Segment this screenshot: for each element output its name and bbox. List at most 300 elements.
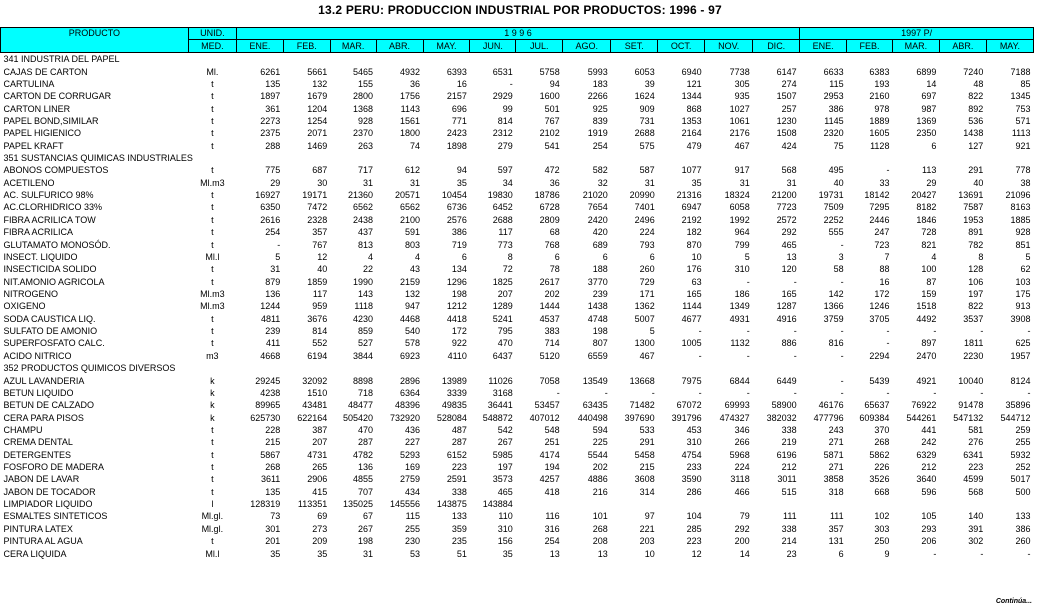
value-cell: 338	[781, 424, 797, 435]
value-cell: 2423	[446, 128, 467, 139]
value-cell: 3676	[307, 313, 328, 324]
value-cell: -	[933, 548, 937, 559]
value-cell: 2100	[399, 214, 420, 225]
value-cell: 773	[497, 239, 513, 250]
value-cell: 19171	[302, 190, 328, 201]
value-cell: 193	[874, 78, 890, 89]
value-cell: 74	[409, 140, 420, 151]
value-cell: 176	[686, 264, 702, 275]
table-row	[1, 238, 1034, 250]
value-cell: 142	[828, 289, 844, 299]
value-cell: 94	[549, 78, 560, 89]
value-cell: 1992	[729, 214, 750, 225]
value-cell: 5661	[307, 66, 328, 77]
header-month: MAY.	[423, 40, 470, 53]
value-cell: 859	[358, 326, 374, 337]
value-cell: 110	[498, 511, 513, 522]
header-month: ABR.	[376, 40, 423, 53]
value-cell: 209	[312, 536, 328, 547]
section-label: 351 SUSTANCIAS QUIMICAS INDUSTRIALES	[3, 153, 193, 164]
value-cell: 29245	[255, 375, 281, 386]
value-cell: 197	[968, 289, 984, 299]
value-cell: 63435	[582, 400, 608, 411]
value-cell: 49835	[441, 400, 467, 411]
value-cell: 31	[270, 264, 281, 275]
table-row	[1, 523, 1034, 535]
value-cell: 1957	[1010, 350, 1031, 361]
value-cell: 8163	[1010, 202, 1031, 213]
value-cell: 43481	[302, 400, 328, 411]
table-row	[1, 90, 1034, 102]
unit-cell: Ml.m3	[200, 301, 225, 312]
value-cell: 2616	[260, 214, 281, 225]
unit-cell: t	[211, 214, 214, 225]
table-row	[1, 449, 1034, 461]
table-row	[1, 65, 1034, 77]
value-cell: 1897	[260, 91, 281, 102]
value-cell: -	[840, 276, 844, 287]
value-cell: 21096	[1005, 190, 1031, 201]
value-cell: 544261	[906, 412, 937, 423]
value-cell: 1561	[399, 115, 420, 126]
value-cell: 587	[639, 165, 655, 176]
value-cell: 922	[451, 338, 467, 349]
value-cell: 5871	[823, 449, 844, 460]
value-cell: 541	[544, 140, 560, 151]
value-cell: 68	[549, 227, 560, 238]
value-cell: -	[980, 548, 984, 559]
value-cell: 839	[592, 115, 608, 126]
value-cell: 386	[451, 227, 467, 238]
value-cell: 1005	[681, 338, 702, 349]
header-month: OCT.	[658, 40, 705, 53]
value-cell: 386	[828, 103, 844, 114]
value-cell: 436	[404, 424, 420, 435]
value-cell: 268	[874, 437, 890, 448]
value-cell: 596	[921, 486, 937, 497]
value-cell: 707	[358, 486, 374, 497]
value-cell: 4811	[260, 313, 281, 324]
value-cell: 113351	[297, 499, 328, 510]
unit-cell: Ml.m3	[200, 177, 225, 188]
value-cell: 696	[451, 103, 467, 114]
value-cell: 43	[409, 264, 420, 275]
value-cell: 2496	[634, 214, 655, 225]
value-cell: 2420	[587, 214, 608, 225]
value-cell: 33	[879, 177, 890, 188]
product-name: INSECTICIDA SOLIDO	[3, 264, 97, 275]
value-cell: 500	[1015, 486, 1031, 497]
table-row	[1, 473, 1034, 485]
value-cell: 198	[358, 536, 374, 547]
value-cell: 10	[691, 251, 702, 262]
value-cell: 215	[265, 437, 281, 448]
value-cell: 113	[922, 165, 937, 176]
unit-cell: t	[211, 91, 214, 102]
value-cell: 547132	[953, 412, 984, 423]
value-cell: -	[509, 78, 513, 89]
value-cell: 1800	[399, 128, 420, 139]
value-cell: 4677	[681, 313, 702, 324]
value-cell: 135025	[343, 499, 374, 510]
value-cell: 987	[921, 103, 937, 114]
value-cell: 2375	[260, 128, 281, 139]
value-cell: 133	[1015, 511, 1031, 522]
value-cell: 909	[639, 103, 655, 114]
value-cell: 221	[639, 523, 655, 534]
value-cell: 34	[502, 177, 513, 188]
value-cell: 591	[404, 227, 420, 238]
unit-cell: t	[211, 227, 214, 238]
value-cell: 1438	[587, 301, 608, 312]
value-cell	[800, 498, 847, 510]
value-cell: 732920	[389, 412, 420, 423]
value-cell: 821	[921, 239, 937, 250]
value-cell: 257	[781, 103, 797, 114]
value-cell: 35	[317, 548, 328, 559]
value-cell: 132	[404, 289, 420, 299]
value-cell: 23	[786, 548, 797, 559]
value-cell: 136	[265, 289, 281, 299]
value-cell: -	[698, 387, 702, 398]
value-cell: 1144	[682, 301, 702, 312]
product-name: INSECT. LIQUIDO	[3, 251, 78, 262]
value-cell: 128319	[250, 499, 281, 510]
value-cell: 3526	[869, 474, 890, 485]
table-row	[1, 461, 1034, 473]
value-cell: 1230	[776, 115, 797, 126]
value-cell: 271	[828, 437, 844, 448]
value-cell: 1469	[307, 140, 328, 151]
value-cell: 816	[828, 338, 844, 349]
header-month: ABR.	[939, 40, 986, 53]
value-cell: 913	[1015, 301, 1031, 312]
table-row	[1, 387, 1034, 399]
value-cell: 233	[686, 462, 702, 473]
value-cell: 2438	[353, 214, 374, 225]
value-cell: 268	[265, 462, 281, 473]
value-cell: 288	[265, 140, 281, 151]
value-cell: 8	[978, 251, 984, 262]
value-cell: 964	[734, 227, 750, 238]
value-cell: 120	[781, 264, 797, 275]
unit-cell: t	[211, 103, 214, 114]
value-cell: 101	[592, 511, 608, 522]
value-cell: 718	[358, 387, 374, 398]
value-cell: 5241	[492, 313, 513, 324]
unit-cell: t	[211, 338, 214, 349]
value-cell: 4748	[587, 313, 608, 324]
value-cell: 48396	[394, 400, 420, 411]
value-cell: 1624	[634, 91, 655, 102]
value-cell: 62	[1020, 264, 1031, 275]
value-cell: 18324	[724, 190, 750, 201]
value-cell: 226	[874, 462, 890, 473]
value-cell: 548872	[482, 412, 513, 423]
value-cell: 212	[921, 462, 937, 473]
value-cell: 6	[931, 140, 937, 151]
value-cell: 35	[502, 548, 513, 559]
value-cell: -	[746, 387, 750, 398]
value-cell: 4	[414, 251, 420, 262]
value-cell: 10454	[441, 190, 467, 201]
value-cell: 7295	[869, 202, 890, 213]
value-cell: 921	[1015, 140, 1031, 151]
value-cell: 36441	[487, 400, 513, 411]
table-header	[1, 28, 1034, 53]
value-cell: 18786	[534, 190, 560, 201]
value-cell: 287	[358, 437, 374, 448]
table-row	[1, 115, 1034, 127]
section-label: 352 PRODUCTOS QUIMICOS DIVERSOS	[3, 363, 176, 374]
value-cell: 201	[265, 536, 281, 547]
value-cell: 10	[644, 548, 655, 559]
value-cell: 267	[358, 523, 374, 534]
value-cell: 515	[781, 486, 797, 497]
value-cell: 291	[968, 165, 984, 176]
product-name: AZUL LAVANDERIA	[3, 375, 85, 386]
value-cell: 271	[828, 462, 844, 473]
value-cell: 346	[734, 424, 750, 435]
value-cell: 552	[312, 338, 328, 349]
value-cell: 411	[265, 338, 281, 349]
value-cell: 100	[921, 264, 937, 275]
value-cell: 279	[497, 140, 513, 151]
value-cell: 7587	[963, 202, 984, 213]
value-cell: -	[698, 350, 702, 361]
value-cell: 3537	[963, 313, 984, 324]
value-cell: -	[793, 350, 797, 361]
value-cell: 868	[686, 103, 702, 114]
table-row	[1, 547, 1034, 559]
value-cell: 3705	[869, 313, 890, 324]
value-cell: 7240	[963, 66, 984, 77]
product-name: DETERGENTES	[3, 449, 72, 460]
product-name: FIBRA ACRILICA	[3, 227, 74, 238]
value-cell: 115	[829, 78, 844, 89]
value-cell: 3608	[634, 474, 655, 485]
value-cell: 145556	[389, 499, 420, 510]
value-cell: 1508	[776, 128, 797, 139]
value-cell: 2192	[681, 214, 702, 225]
value-cell: 1885	[1010, 214, 1031, 225]
value-cell: 6728	[539, 202, 560, 213]
section-row	[1, 53, 1034, 66]
value-cell: 2470	[916, 350, 937, 361]
value-cell: 3858	[823, 474, 844, 485]
value-cell: -	[793, 387, 797, 398]
section-row	[1, 362, 1034, 374]
value-cell: 338	[781, 523, 797, 534]
header-month: NOV.	[705, 40, 753, 53]
value-cell: 2809	[539, 214, 560, 225]
unit-cell: t	[211, 202, 214, 213]
product-name: FOSFORO DE MADERA	[3, 462, 105, 473]
value-cell: 891	[968, 227, 984, 238]
value-cell: 3844	[353, 350, 374, 361]
value-cell: -	[1027, 548, 1031, 559]
value-cell: 247	[874, 227, 890, 238]
value-cell: 2906	[307, 474, 328, 485]
value-cell: 548	[544, 424, 560, 435]
value-cell: 21200	[771, 190, 797, 201]
header-month: AGO.	[563, 40, 611, 53]
value-cell: 814	[312, 326, 328, 337]
value-cell: 1811	[963, 338, 984, 349]
value-cell: 91478	[958, 400, 984, 411]
value-cell: 544712	[1000, 412, 1031, 423]
header-month: JUL.	[516, 40, 563, 53]
value-cell: 2800	[353, 91, 374, 102]
value-cell	[939, 498, 986, 510]
value-cell: 67072	[676, 400, 702, 411]
value-cell: 719	[451, 239, 467, 250]
value-cell	[563, 498, 611, 510]
value-cell: 3573	[492, 474, 513, 485]
value-cell: 1353	[681, 115, 702, 126]
unit-cell: k	[210, 412, 215, 423]
value-cell: 4	[931, 251, 937, 262]
value-cell: 198	[451, 289, 467, 299]
value-cell: 467	[639, 350, 655, 361]
value-cell: 5	[1025, 251, 1031, 262]
value-cell: 103	[1015, 276, 1031, 287]
value-cell: 79	[739, 511, 750, 522]
value-cell: 121	[686, 78, 702, 89]
value-cell: 2164	[681, 128, 702, 139]
value-cell: -	[840, 326, 844, 337]
value-cell: 7738	[729, 66, 750, 77]
value-cell: 260	[639, 264, 655, 275]
value-cell: 597	[497, 165, 513, 176]
value-cell: 1438	[963, 128, 984, 139]
value-cell: 19830	[487, 190, 513, 201]
value-cell: 97	[644, 511, 655, 522]
value-cell: 31	[739, 177, 750, 188]
value-cell: 75	[833, 140, 844, 151]
value-cell: 3590	[681, 474, 702, 485]
unit-cell: t	[211, 437, 214, 448]
value-cell: 397690	[624, 412, 655, 423]
value-cell: 20427	[911, 190, 937, 201]
value-cell: -	[886, 165, 890, 176]
value-cell: 186	[734, 289, 750, 299]
unit-cell: t	[211, 190, 214, 201]
value-cell: 2159	[399, 276, 420, 287]
value-cell: 717	[358, 165, 374, 176]
value-cell: 935	[734, 91, 750, 102]
value-cell: 6736	[446, 202, 467, 213]
value-cell: 1600	[539, 91, 560, 102]
value-cell: 886	[781, 338, 797, 349]
table-row	[1, 535, 1034, 547]
value-cell: 214	[781, 536, 797, 547]
value-cell: 8124	[1010, 375, 1031, 386]
value-cell: 2572	[776, 214, 797, 225]
value-cell: 85	[1020, 78, 1031, 89]
value-cell: 2230	[963, 350, 984, 361]
value-cell: 568	[781, 165, 797, 176]
product-name: CREMA DENTAL	[3, 437, 73, 448]
value-cell: 69993	[724, 400, 750, 411]
value-cell: 172	[451, 326, 467, 337]
value-cell: 254	[265, 227, 281, 238]
value-cell: 6562	[399, 202, 420, 213]
table-row	[1, 127, 1034, 139]
value-cell: 470	[358, 424, 374, 435]
value-cell: 20990	[629, 190, 655, 201]
value-cell: 5544	[587, 449, 608, 460]
value-cell: -	[980, 326, 984, 337]
value-cell: 4537	[539, 313, 560, 324]
value-cell: 65637	[864, 400, 890, 411]
value-cell: 69	[317, 511, 328, 522]
value-cell: 803	[404, 239, 420, 250]
value-cell: 925	[592, 103, 608, 114]
unit-cell: t	[211, 264, 214, 275]
value-cell: 89965	[255, 400, 281, 411]
value-cell: 3908	[1010, 313, 1031, 324]
value-cell: 807	[592, 338, 608, 349]
product-name: OXIGENO	[3, 301, 46, 312]
value-cell: 31	[363, 548, 374, 559]
value-cell: 1077	[681, 165, 702, 176]
value-cell: 254	[592, 140, 608, 151]
value-cell: 5	[744, 251, 750, 262]
value-cell: -	[980, 387, 984, 398]
value-cell: 4230	[353, 313, 374, 324]
value-cell: 3611	[260, 474, 281, 485]
table-row	[1, 399, 1034, 411]
header-month: ENE.	[236, 40, 283, 53]
value-cell: 2350	[916, 128, 937, 139]
value-cell: 6261	[260, 66, 281, 77]
value-cell: 2266	[587, 91, 608, 102]
value-cell: 6633	[823, 66, 844, 77]
value-cell: 2294	[869, 350, 890, 361]
value-cell: 207	[497, 289, 513, 299]
value-cell: -	[840, 350, 844, 361]
unit-cell: t	[211, 78, 214, 89]
value-cell: 5007	[634, 313, 655, 324]
table-row	[1, 325, 1034, 337]
value-cell: 13	[597, 548, 608, 559]
value-cell: 40	[973, 177, 984, 188]
value-cell: 223	[968, 462, 984, 473]
value-cell: 143	[358, 289, 374, 299]
table-row	[1, 486, 1034, 498]
value-cell: 133	[451, 511, 467, 522]
section-row	[1, 152, 1034, 164]
value-cell: 39	[644, 78, 655, 89]
value-cell: 778	[1015, 165, 1031, 176]
value-cell: 273	[312, 523, 328, 534]
value-cell: 6844	[729, 375, 750, 386]
value-cell: 767	[544, 115, 560, 126]
value-cell: 782	[968, 239, 984, 250]
value-cell: 21020	[582, 190, 608, 201]
section-label: 341 INDUSTRIA DEL PAPEL	[3, 54, 120, 65]
value-cell: -	[746, 350, 750, 361]
value-cell: 73	[270, 511, 281, 522]
value-cell: 76922	[911, 400, 937, 411]
value-cell: 2320	[823, 128, 844, 139]
value-cell: 102	[874, 511, 890, 522]
value-cell: 851	[1015, 239, 1031, 250]
product-name: CAJAS DE CARTON	[3, 66, 88, 77]
product-name: CARTON LINER	[3, 103, 71, 114]
value-cell: 668	[874, 486, 890, 497]
